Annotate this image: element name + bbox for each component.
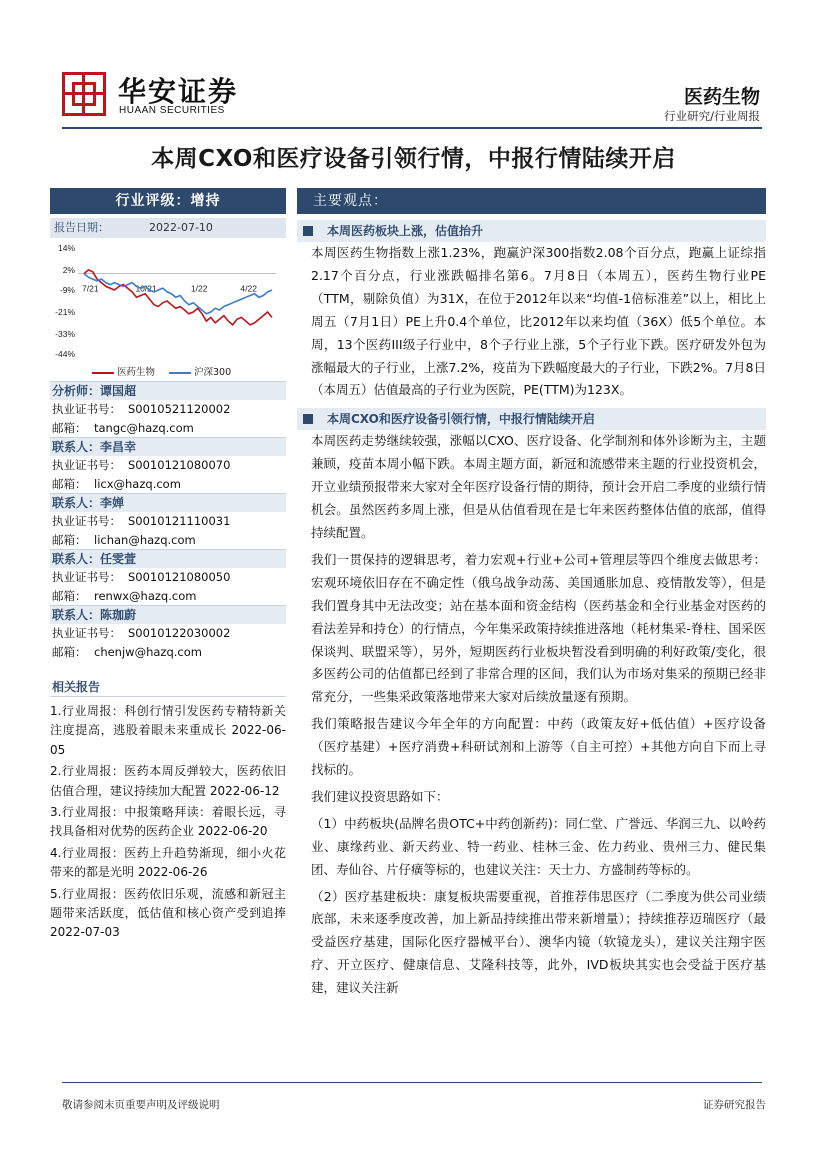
section-1-paragraph: 本周医药生物指数上涨1.23%，跑赢沪深300指数2.08个百分点，跑赢上证综指2.17个百分点，行业涨跌幅排名第6。7月8日（本周五），医药生物行业PE（TTM，剔除负值）为31X，在位于2012年以来“均值-1倍标准差”以上，相比上周五（7月1日）PE上升0.4个单位，比2012年以来均值（36X）低5个单位。本周，13个医药III级子行业中，8个子行业上涨，5个子行业下跌。医疗研发外包为涨幅最大的子行业，上涨7.2%，疫苗为下跌幅度最大的子行业，下跌2%。7月8日（本周五）估值最高的子行业为医院，PE(TTM)为123X。 xyxy=(311,245,766,398)
x-tick-label: 7/21 xyxy=(82,283,99,294)
email-label: 邮箱： xyxy=(52,532,87,547)
performance-chart xyxy=(50,242,286,378)
contact-cert-line xyxy=(50,456,286,475)
report-date-label: 报告日期： xyxy=(54,221,109,234)
cert-label: 执业证书号： xyxy=(52,402,121,416)
related-reports-list xyxy=(50,702,286,945)
contact-cert-line xyxy=(50,400,286,419)
related-report-item[interactable]: 3.行业周报：中报策略拜读：着眼长远，寻找具备相对优势的医药企业 2022-06-20 xyxy=(50,805,286,839)
section-2-paragraph: 我们一贯保持的逻辑思考，着力宏观+行业+公司+管理层等四个维度去做思考：宏观环境依旧存在不确定性（俄乌战争动荡、美国通胀加息、疫情散发等），但是我们置身其中无法改变；站在基本面和资金结构（医药基金和全行业基金对医药的看法差异和持仓）的行情点，今年集采政策持续推进落地（耗材集采-脊柱、国采医保谈判、联盟采等），另外，短期医药行业板块暂没看到明确的利好政策/变化，很多医药公司的估值都已经到了非常合理的区间，我们认为市场对集采的预期已经非常充分，一些集采政策落地带来大家对后续放量逐有预期。 xyxy=(311,551,766,705)
logo-mark-icon xyxy=(62,72,106,116)
contact-role: 联系人：陈珈蔚 xyxy=(50,605,286,624)
contact-role: 分析师：谭国超 xyxy=(50,381,286,400)
contact-cert-line xyxy=(50,568,286,587)
cert-number: S0010121080050 xyxy=(128,570,231,584)
footer-report-label: 证券研究报告 xyxy=(703,1099,766,1111)
cert-label: 执业证书号： xyxy=(52,458,121,472)
email-link[interactable]: chenjw@hazq.com xyxy=(94,644,202,659)
left-sidebar xyxy=(50,188,286,940)
contact-role: 联系人：李婵 xyxy=(50,493,286,512)
legend-item-pharma: 医药生物 xyxy=(92,364,155,378)
report-date-value: 2022-07-10 xyxy=(149,221,213,234)
cert-label: 执业证书号： xyxy=(52,570,121,584)
email-link[interactable]: lichan@hazq.com xyxy=(94,532,196,547)
cert-number: S0010122030002 xyxy=(128,626,231,640)
y-tick-label: -44% xyxy=(55,349,75,359)
y-tick-label: -33% xyxy=(55,328,75,339)
section-2-body xyxy=(297,430,766,1000)
logo-english-name: HUAAN SECURITIES xyxy=(119,105,225,116)
x-tick-label: 4/22 xyxy=(240,283,257,294)
contact-email-line xyxy=(50,643,286,662)
main-content xyxy=(297,188,766,1000)
email-label: 邮箱： xyxy=(52,420,87,435)
cert-number: S0010121080070 xyxy=(128,458,231,472)
cert-label: 执业证书号： xyxy=(52,514,121,528)
section-2-paragraph: 我们策略报告建议今年全年的方向配置：中药（政策友好+低估值）+医疗设备（医疗基建）+医疗消费+科研试剂和上游等（自主可控）+其他方向自下而上寻找标的。 xyxy=(311,716,766,778)
section-1-body xyxy=(297,242,766,402)
email-label: 邮箱： xyxy=(52,476,87,491)
sector-title: 医药生物 xyxy=(683,86,760,108)
report-title: 本周CXO和医疗设备引领行情，中报行情陆续开启 xyxy=(151,146,676,172)
logo-chinese-name: 华安证券 xyxy=(118,75,239,108)
related-report-item[interactable]: 4.行业周报：医药上升趋势渐现，细小火花带来的都是光明 2022-06-26 xyxy=(50,845,286,880)
related-report-item[interactable]: 1.行业周报：科创行情引发医药专精特新关注度提高，逃股着眼未来重成长 2022-06-05 xyxy=(50,704,286,757)
contact-role: 联系人：李昌幸 xyxy=(50,437,286,456)
cert-number: S0010121110031 xyxy=(128,514,231,528)
performance-chart-svg xyxy=(50,242,286,362)
company-logo xyxy=(62,72,262,122)
email-label: 邮箱： xyxy=(52,644,87,659)
section-2-paragraph: （2）医疗基建板块：康复板块需要重视，首推荐伟思医疗（二季度为供公司业绩底部，未来逐季度改善，加上新品持续推出带来新增量）；持续推荐迈瑞医疗（最受益医疗基建，国际化医疗器械平台）、澳华内镜（软镜龙头），建议关注翔宇医疗、开立医疗、健康信息、艾隆科技等，此外，IVD板块其实也会受益于医疗基建，建议关注新 xyxy=(311,888,766,996)
y-tick-label: 2% xyxy=(62,264,75,275)
report-type: 行业研究/行业周报 xyxy=(664,109,760,123)
contact-email-line xyxy=(50,475,286,494)
y-tick-label: -9% xyxy=(59,285,75,296)
cert-label: 执业证书号： xyxy=(52,626,121,640)
footer-disclaimer: 敬请参阅末页重要声明及评级说明 xyxy=(62,1099,220,1111)
section-heading-2: 本周CXO和医疗设备引领行情，中报行情陆续开启 xyxy=(297,408,766,430)
contact-email-line xyxy=(50,531,286,550)
cert-number: S0010521120002 xyxy=(128,402,231,416)
x-tick-label: 1/22 xyxy=(190,283,208,294)
contact-cert-line xyxy=(50,624,286,643)
y-tick-label: -21% xyxy=(55,306,75,317)
contact-cert-line xyxy=(50,512,286,531)
email-link[interactable]: tangc@hazq.com xyxy=(94,420,194,435)
x-tick-label: 10/21 xyxy=(135,283,157,294)
report-date-row xyxy=(50,218,286,238)
bullet-square-icon xyxy=(303,414,313,424)
bullet-square-icon xyxy=(303,226,313,236)
email-label: 邮箱： xyxy=(52,588,87,603)
legend-item-csi300: 沪深300 xyxy=(169,364,231,378)
header-divider xyxy=(62,127,762,129)
section-2-paragraph: 本周医药走势继续较强，涨幅以CXO、医疗设备、化学制剂和体外诊断为主，主题兼顾，疫苗本周小幅下跌。本周主题方面，新冠和流感带来主题的行业投资机会，开立业绩预报带来大家对全年医疗设备行情的期待，预计会开启二季度的业绩行情机会。虽然医药多周上涨，但是从估值看现在是七年来医药整体估值的底部，值得持续配置。 xyxy=(311,433,766,540)
chart-legend xyxy=(92,364,231,378)
y-tick-label: 14% xyxy=(57,243,75,253)
contact-role: 联系人：任雯萱 xyxy=(50,549,286,568)
section-heading-1: 本周医药板块上涨，估值抬升 xyxy=(297,220,766,242)
section-2-paragraph: （1）中药板块(品牌名贵OTC+中药创新药)：同仁堂、广誉远、华润三九、以岭药业、康缘药业、新天药业、特一药业、桂林三金、佐力药业、贵州三力、健民集团、寿仙谷、片仔癀等标的，也建议关注：天士力、方盛制药等标的。 xyxy=(311,815,766,877)
contact-email-line xyxy=(50,419,286,438)
related-reports-heading: 相关报告 xyxy=(50,678,286,697)
footer-divider xyxy=(62,1082,762,1083)
main-points-heading: 主要观点： xyxy=(297,188,766,214)
related-report-item[interactable]: 5.行业周报：医药依旧乐观，流感和新冠主题带来活跃度，低估值和核心资产受到追捧 2022-07-03 xyxy=(50,886,286,940)
rating-banner: 行业评级：增持 xyxy=(50,188,286,214)
related-report-item[interactable]: 2.行业周报：医药本周反弹较大，医药依旧估值合理，建议持续加大配置 2022-06-12 xyxy=(50,764,286,798)
email-link[interactable]: licx@hazq.com xyxy=(94,476,181,491)
analyst-contacts xyxy=(50,381,286,661)
contact-email-line xyxy=(50,587,286,606)
section-2-paragraph: 我们建议投资思路如下： xyxy=(311,788,449,804)
email-link[interactable]: renwx@hazq.com xyxy=(94,588,197,603)
